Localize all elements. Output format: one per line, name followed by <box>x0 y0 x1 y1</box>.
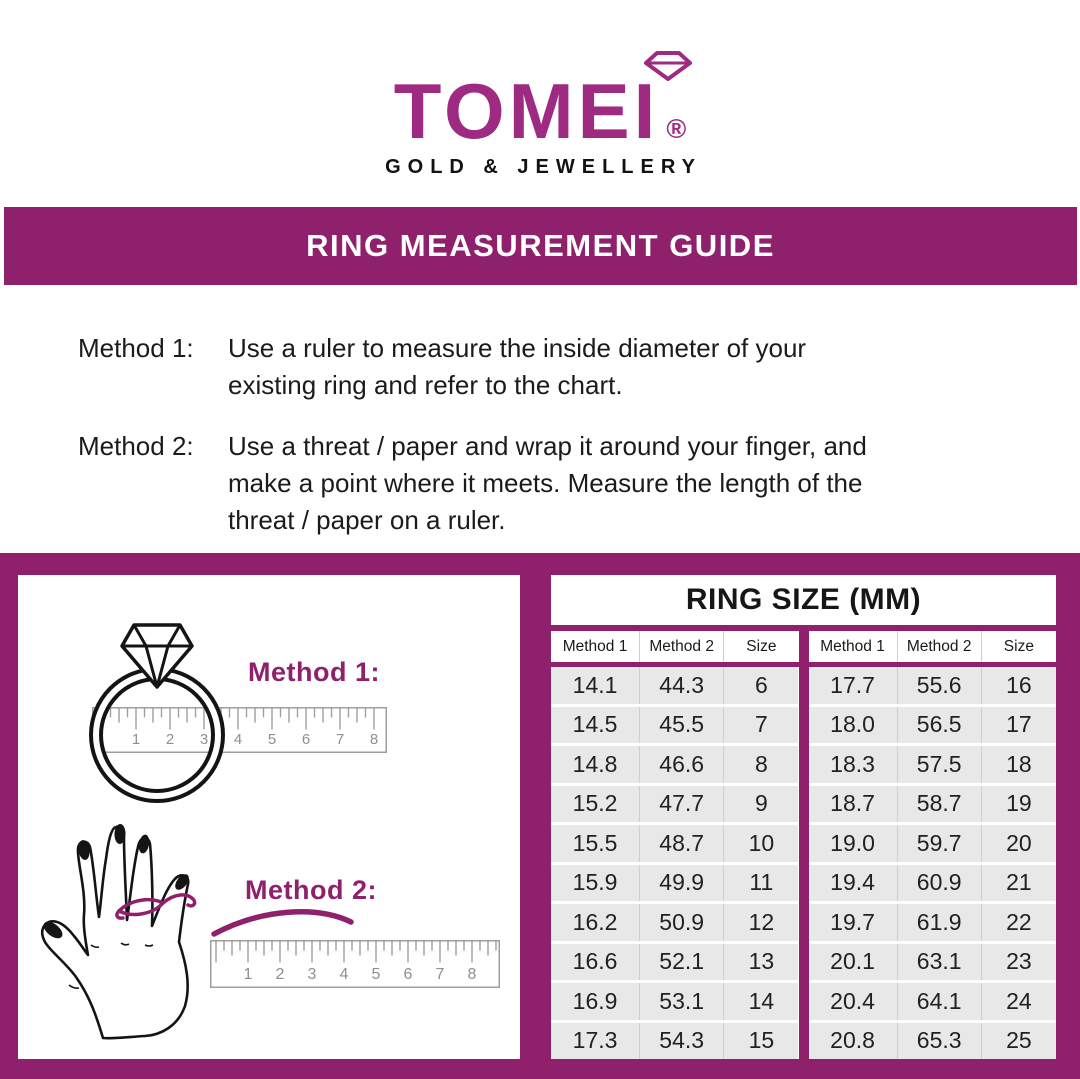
table-cell: 15.5 <box>551 825 640 862</box>
svg-text:7: 7 <box>435 966 445 983</box>
table-cell: 7 <box>724 707 798 744</box>
table-row <box>551 667 799 704</box>
table-cell: 45.5 <box>640 707 724 744</box>
size-chart-header <box>551 631 1056 662</box>
method2-diagram-label: Method 2: <box>245 875 377 905</box>
instructions <box>78 330 1028 563</box>
svg-text:2: 2 <box>165 731 175 748</box>
table-cell: 53.1 <box>640 983 724 1020</box>
method2-instruction-label: Method 2: <box>78 431 194 461</box>
measurement-illustrations <box>18 575 520 1059</box>
table-cell: 19.4 <box>809 865 898 902</box>
table-cell: 24 <box>982 983 1056 1020</box>
table-row <box>551 825 799 862</box>
table-cell: 47.7 <box>640 786 724 823</box>
table-row <box>809 1023 1057 1060</box>
svg-text:1: 1 <box>131 731 141 748</box>
table-row <box>809 746 1057 783</box>
table-cell: 18.7 <box>809 786 898 823</box>
table-row <box>809 944 1057 981</box>
table-row <box>809 904 1057 941</box>
bottom-section <box>0 553 1080 1079</box>
table-cell: 19 <box>982 786 1056 823</box>
svg-text:3: 3 <box>199 731 209 748</box>
table-row <box>809 667 1057 704</box>
table-cell: 10 <box>724 825 798 862</box>
table-row <box>551 904 799 941</box>
table-cell: 55.6 <box>898 667 982 704</box>
column-header-size: Size <box>746 637 777 655</box>
size-chart-header-right <box>809 631 1057 662</box>
table-cell: 15 <box>724 1023 798 1060</box>
table-cell: 61.9 <box>898 904 982 941</box>
size-chart-rows-right <box>809 667 1057 1059</box>
table-row <box>809 707 1057 744</box>
table-cell: 18 <box>982 746 1056 783</box>
table-row <box>809 825 1057 862</box>
table-cell: 22 <box>982 904 1056 941</box>
table-cell: 46.6 <box>640 746 724 783</box>
thread-straightened <box>214 912 351 934</box>
table-cell: 54.3 <box>640 1023 724 1060</box>
brand-row <box>393 67 687 155</box>
table-cell: 9 <box>724 786 798 823</box>
svg-text:8: 8 <box>369 731 379 748</box>
table-cell: 14.8 <box>551 746 640 783</box>
hand-illustration <box>41 824 195 1038</box>
registered-mark: ® <box>666 113 687 144</box>
table-cell: 23 <box>982 944 1056 981</box>
column-header-method2: Method 2 <box>640 631 724 662</box>
table-cell: 17.3 <box>551 1023 640 1060</box>
table-cell: 57.5 <box>898 746 982 783</box>
table-cell: 14 <box>724 983 798 1020</box>
table-row <box>809 983 1057 1020</box>
svg-text:2: 2 <box>275 966 285 983</box>
table-cell: 13 <box>724 944 798 981</box>
table-cell: 16.9 <box>551 983 640 1020</box>
svg-text:8: 8 <box>467 966 477 983</box>
table-cell: 15.9 <box>551 865 640 902</box>
table-cell: 65.3 <box>898 1023 982 1060</box>
table-cell: 11 <box>724 865 798 902</box>
table-row <box>551 865 799 902</box>
method1-instruction-label: Method 1: <box>78 333 194 363</box>
table-cell: 50.9 <box>640 904 724 941</box>
page-title: RING MEASUREMENT GUIDE <box>306 228 775 263</box>
svg-text:3: 3 <box>307 966 317 983</box>
column-header-method1: Method 1 <box>551 631 640 662</box>
method2-instruction-text <box>228 428 867 539</box>
svg-text:6: 6 <box>403 966 413 983</box>
table-cell: 8 <box>724 746 798 783</box>
table-cell: 20.8 <box>809 1023 898 1060</box>
table-row <box>551 983 799 1020</box>
svg-text:5: 5 <box>371 966 381 983</box>
illustration-panel <box>18 575 520 1059</box>
method1-instruction-text <box>228 330 806 404</box>
instruction-line: make a point where it meets. Measure the length of the <box>228 468 863 498</box>
size-chart-body <box>551 667 1056 1059</box>
size-chart-title: RING SIZE (MM) <box>551 575 1056 625</box>
size-chart-rows-left <box>551 667 799 1059</box>
table-row <box>551 746 799 783</box>
brand-tagline: GOLD & JEWELLERY <box>385 155 702 178</box>
table-cell: 21 <box>982 865 1056 902</box>
ruler-method1-illustration <box>93 708 387 753</box>
table-row <box>551 1023 799 1060</box>
column-header-size: Size <box>1003 637 1034 655</box>
table-cell: 44.3 <box>640 667 724 704</box>
table-cell: 14.5 <box>551 707 640 744</box>
svg-text:6: 6 <box>301 731 311 748</box>
method1-diagram-label: Method 1: <box>248 657 380 687</box>
ruler-method2-illustration <box>211 941 500 988</box>
table-cell: 16.6 <box>551 944 640 981</box>
table-cell: 58.7 <box>898 786 982 823</box>
table-cell: 18.0 <box>809 707 898 744</box>
table-cell: 63.1 <box>898 944 982 981</box>
instruction-line: Use a ruler to measure the inside diameter of your <box>228 333 807 363</box>
table-cell: 6 <box>724 667 798 704</box>
column-header-method2: Method 2 <box>898 631 982 662</box>
size-chart-header-left <box>551 631 799 662</box>
instruction-line: Use a threat / paper and wrap it around your finger, and <box>228 431 867 461</box>
method1-instruction <box>78 330 1028 404</box>
table-cell: 18.3 <box>809 746 898 783</box>
table-cell: 15.2 <box>551 786 640 823</box>
svg-text:5: 5 <box>267 731 277 748</box>
table-cell: 20.1 <box>809 944 898 981</box>
svg-text:4: 4 <box>233 731 243 748</box>
table-cell: 17.7 <box>809 667 898 704</box>
table-cell: 17 <box>982 707 1056 744</box>
table-row <box>551 786 799 823</box>
table-cell: 25 <box>982 1023 1056 1060</box>
method2-instruction <box>78 428 1028 539</box>
table-cell: 59.7 <box>898 825 982 862</box>
svg-text:1: 1 <box>243 966 253 983</box>
table-cell: 14.1 <box>551 667 640 704</box>
diamond-icon <box>642 50 694 82</box>
table-row <box>551 944 799 981</box>
table-cell: 19.0 <box>809 825 898 862</box>
table-row <box>551 707 799 744</box>
table-cell: 49.9 <box>640 865 724 902</box>
column-header-method1: Method 1 <box>809 631 898 662</box>
instruction-line: existing ring and refer to the chart. <box>228 370 623 400</box>
instruction-line: threat / paper on a ruler. <box>228 505 506 535</box>
table-cell: 48.7 <box>640 825 724 862</box>
table-cell: 12 <box>724 904 798 941</box>
svg-text:4: 4 <box>339 966 349 983</box>
table-cell: 60.9 <box>898 865 982 902</box>
brand-logo <box>0 52 1080 179</box>
size-chart-panel <box>545 575 1062 1059</box>
table-row <box>809 865 1057 902</box>
table-cell: 19.7 <box>809 904 898 941</box>
table-cell: 52.1 <box>640 944 724 981</box>
table-cell: 16.2 <box>551 904 640 941</box>
table-cell: 64.1 <box>898 983 982 1020</box>
table-cell: 20 <box>982 825 1056 862</box>
brand-wordmark: TOMEI <box>393 67 660 155</box>
table-cell: 56.5 <box>898 707 982 744</box>
title-banner <box>4 207 1077 285</box>
table-cell: 16 <box>982 667 1056 704</box>
table-row <box>809 786 1057 823</box>
svg-text:7: 7 <box>335 731 345 748</box>
table-cell: 20.4 <box>809 983 898 1020</box>
